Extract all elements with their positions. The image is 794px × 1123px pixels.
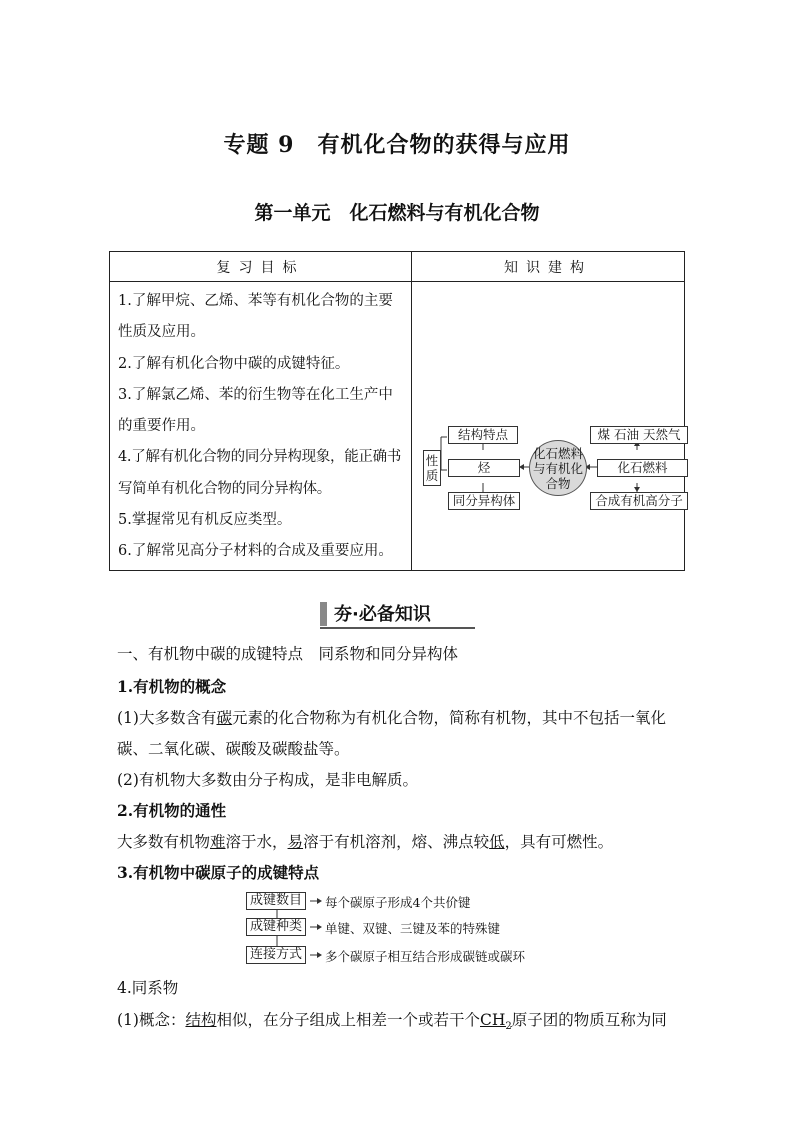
banner-underline xyxy=(320,627,475,629)
goal-item: 6.了解常见高分子材料的合成及重要应用。 xyxy=(118,543,393,560)
resources-box: 煤 石油 天然气 xyxy=(590,426,688,444)
subheading-concept xyxy=(117,675,226,697)
paragraph xyxy=(117,706,666,728)
chapter-title: 专题 9 有机化合物的获得与应用 xyxy=(223,132,571,158)
text: (1)概念： xyxy=(117,1011,186,1029)
banner-text: 夯·必备知识 xyxy=(334,604,431,625)
paragraph xyxy=(117,1008,667,1032)
text: 溶于水， xyxy=(225,833,288,851)
center-label: 化石燃料与有机化合物 xyxy=(532,445,583,491)
subheading-homolog: 4.同系物 xyxy=(117,979,179,997)
banner-bar xyxy=(320,602,327,626)
subheading-text: 2.有机物的通性 xyxy=(117,801,227,820)
section-banner xyxy=(320,600,475,628)
isomer-box: 同分异构体 xyxy=(448,492,520,510)
review-table xyxy=(109,251,685,571)
unit-title: 第一单元 化石燃料与有机化合物 xyxy=(254,202,540,224)
paragraph: (2)有机物大多数由分子构成，是非电解质。 xyxy=(117,771,418,789)
goals-cell xyxy=(110,282,412,571)
polymer-box: 合成有机高分子 xyxy=(590,492,688,510)
connection-box: 连接方式 xyxy=(246,946,306,964)
section-heading: 一、有机物中碳的成键特点 同系物和同分异构体 xyxy=(117,645,459,663)
connection-desc: 多个碳原子相互结合形成碳链或碳环 xyxy=(325,949,526,964)
property-box: 性质 xyxy=(423,450,441,486)
bond-type-desc: 单键、双键、三键及苯的特殊键 xyxy=(325,921,501,936)
underlined-answer: 易 xyxy=(287,833,304,851)
underlined-answer: 结构 xyxy=(185,1011,217,1029)
underlined-answer: 低 xyxy=(489,833,505,851)
underlined-answer: 难 xyxy=(210,833,226,851)
underlined-answer xyxy=(480,1011,512,1033)
text: 大多数有机物 xyxy=(117,833,211,851)
col-header-knowledge: 知识建构 xyxy=(412,252,685,282)
underlined-answer: 碳 xyxy=(216,709,232,727)
goal-item: 3.了解氯乙烯、苯的衍生物等在化工生产中的重要作用。 xyxy=(118,386,393,435)
text: 元素的化合物称为有机化合物，简称有机物，其中不包括一氧化 xyxy=(231,709,666,727)
bond-count-box: 成键数目 xyxy=(246,892,306,910)
formula-subscript: 2 xyxy=(505,1021,512,1033)
paragraph: 碳、二氧化碳、碳酸及碳酸盐等。 xyxy=(117,740,350,758)
subheading-bonding xyxy=(117,861,319,883)
bond-type-box: 成键种类 xyxy=(246,918,306,936)
knowledge-diagram xyxy=(412,282,685,571)
subheading-text: 1.有机物的概念 xyxy=(117,677,227,696)
fossil-fuel-box: 化石燃料 xyxy=(597,459,688,477)
center-circle xyxy=(529,440,587,496)
goal-item: 4.了解有机化合物的同分异构现象，能正确书写简单有机化合物的同分异构体。 xyxy=(118,449,402,497)
text: 原子团的物质互称为同 xyxy=(511,1011,667,1029)
paragraph xyxy=(117,830,613,852)
text: 溶于有机溶剂，熔、沸点较 xyxy=(303,833,490,851)
goal-item: 1.了解甲烷、乙烯、苯等有机化合物的主要性质及应用。 xyxy=(118,293,393,341)
text: 相似，在分子组成上相差一个或若干个 xyxy=(216,1011,480,1029)
hydrocarbon-box: 烃 xyxy=(448,459,520,477)
goal-item: 2.了解有机化合物中碳的成键特征。 xyxy=(118,355,350,372)
bond-count-desc: 每个碳原子形成4个共价键 xyxy=(325,895,471,910)
col-header-goals: 复习目标 xyxy=(110,252,412,282)
subheading-text: 3.有机物中碳原子的成键特点 xyxy=(117,863,320,882)
text: (1)大多数含有 xyxy=(117,709,217,727)
formula-text: CH xyxy=(480,1011,506,1029)
subheading-general xyxy=(117,799,226,821)
text: ，具有可燃性。 xyxy=(504,833,614,851)
structure-box: 结构特点 xyxy=(448,426,518,444)
goal-item: 5.掌握常见有机反应类型。 xyxy=(118,512,292,529)
